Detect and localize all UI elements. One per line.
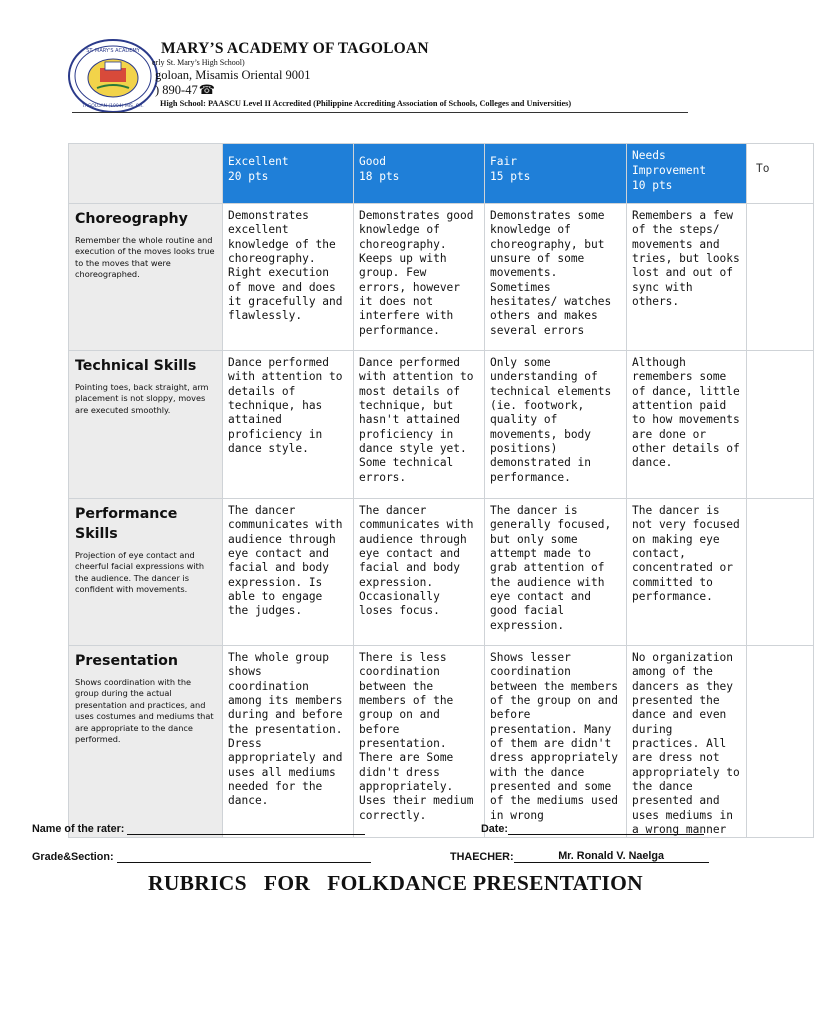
level-points: 20 pts [228, 170, 269, 183]
descriptor-good: Dance performed with attention to most details of technique, but hasn't attained proficiency in dance style yet. Some technical errors. [354, 351, 485, 499]
rubric-row-choreography [69, 204, 814, 351]
criterion-title: Presentation [75, 653, 179, 669]
criterion-title: Performance Skills [75, 506, 178, 542]
descriptor-excellent: Dance performed with attention to details of technique, has attained proficiency in dance style. [223, 351, 354, 499]
descriptor-excellent: The dancer communicates with audience through eye contact and facial and body expression. Is able to engage the judges. [223, 499, 354, 646]
total-score-cell[interactable] [747, 204, 814, 351]
letterhead-divider [72, 112, 688, 113]
level-points: 18 pts [359, 170, 400, 183]
teacher-label: THAECHER: [450, 851, 514, 863]
grade-section-field[interactable] [117, 850, 371, 863]
header-needs-improvement [627, 144, 747, 204]
rater-name-field[interactable] [127, 822, 365, 835]
header-blank-cell [69, 144, 223, 204]
grade-section-line [32, 850, 371, 863]
descriptor-excellent: Demonstrates excellent knowledge of the choreography. Right execution of move and does it gracefully and flawlessly. [223, 204, 354, 351]
criterion-title: Choreography [75, 211, 188, 227]
level-label: Fair [490, 155, 517, 168]
descriptor-good: There is less coordination between the members of the group on and before presentation. There are Some didn't dress appropriately. Uses their medium correctly. [354, 646, 485, 838]
teacher-name-field [514, 850, 709, 863]
level-label: Good [359, 155, 386, 168]
svg-text:ST. MARY'S ACADEMY: ST. MARY'S ACADEMY [86, 48, 140, 54]
header-excellent [223, 144, 354, 204]
rubric-row-technical-skills [69, 351, 814, 499]
rubric-row-presentation [69, 646, 814, 838]
criterion-cell [69, 499, 223, 646]
school-former-name: erly St. Mary’s High School) [152, 58, 245, 67]
criterion-description: Pointing toes, back straight, arm placement is not sloppy, moves are executed smoothly. [75, 382, 209, 415]
level-points: 15 pts [490, 170, 531, 183]
date-line [481, 822, 704, 835]
school-seal [67, 38, 159, 114]
criterion-cell [69, 204, 223, 351]
level-label: Needs Improvement [632, 149, 707, 177]
rater-name-line [32, 822, 365, 835]
rubric-table [68, 143, 814, 838]
criterion-title: Technical Skills [75, 358, 197, 374]
descriptor-excellent: The whole group shows coordination among its members during and before the presentation. Dress appropriately and uses all mediums needed for the dance. [223, 646, 354, 838]
school-name: MARY’S ACADEMY OF TAGOLOAN [161, 40, 429, 57]
rubric-header-row [69, 144, 814, 204]
header-good [354, 144, 485, 204]
level-points: 10 pts [632, 179, 673, 192]
descriptor-good: Demonstrates good knowledge of choreography. Keeps up with group. Few errors, however it does not interfere with performance. [354, 204, 485, 351]
teacher-line [450, 850, 709, 863]
svg-text:TAGOLOAN (1904) MIS. OR.: TAGOLOAN (1904) MIS. OR. [82, 104, 144, 109]
teacher-name: Mr. Ronald V. Naelga [558, 850, 664, 862]
descriptor-needs-improvement: The dancer is not very focused on making eye contact, concentrated or committed to performance. [627, 499, 747, 646]
criterion-cell [69, 351, 223, 499]
header-fair [485, 144, 627, 204]
telephone-icon: ☎ [198, 82, 215, 97]
criterion-description: Remember the whole routine and execution of the moves looks true to the moves that were choreographed. [75, 235, 215, 280]
phone-number: ) 890-47 [155, 83, 198, 97]
date-label: Date: [481, 823, 508, 835]
rater-name-label: Name of the rater: [32, 823, 125, 835]
total-score-cell[interactable] [747, 351, 814, 499]
descriptor-needs-improvement: Although remembers some of dance, little attention paid to how movements are done or other details of dance. [627, 351, 747, 499]
grade-section-label: Grade&Section: [32, 851, 114, 863]
criterion-cell [69, 646, 223, 838]
level-label: Excellent [228, 155, 289, 168]
header-total: To [747, 144, 814, 204]
descriptor-fair: The dancer is generally focused, but only some attempt made to grab attention of the audience with eye contact and good facial expression. [485, 499, 627, 646]
school-phone [155, 82, 215, 98]
descriptor-needs-improvement: Remembers a few of the steps/ movements and tries, but looks lost and out of sync with others. [627, 204, 747, 351]
descriptor-good: The dancer communicates with audience through eye contact and facial and body expression. Occasionally loses focus. [354, 499, 485, 646]
descriptor-fair: Demonstrates some knowledge of choreography, but unsure of some movements. Sometimes hesitates/ watches others and makes several errors [485, 204, 627, 351]
school-accreditation: High School: PAASCU Level II Accredited (Philippine Accrediting Association of Schools, Colleges and Universities) [160, 99, 572, 108]
total-score-cell[interactable] [747, 646, 814, 838]
school-address: goloan, Misamis Oriental 9001 [155, 68, 311, 82]
document-title: RUBRICS FOR FOLKDANCE PRESENTATION [148, 871, 644, 895]
date-field[interactable] [508, 822, 704, 835]
descriptor-fair: Only some understanding of technical elements (ie. footwork, quality of movements, body positions) demonstrated in performance. [485, 351, 627, 499]
criterion-description: Shows coordination with the group during the actual presentation and practices, and uses costumes and mediums that are appropriate to the dance performed. [75, 677, 214, 745]
rubric-row-performance-skills [69, 499, 814, 646]
descriptor-fair: Shows lesser coordination between the members of the group on and before presentation. Many of them are didn't dress appropriately with the dance presented and some of the mediums used in wrong [485, 646, 627, 838]
criterion-description: Projection of eye contact and cheerful facial expressions with the audience. The dancer is confident with movements. [75, 550, 205, 595]
descriptor-needs-improvement: No organization among of the dancers as they presented the dance and even during practices. All are dress not appropriately to the dance presented and uses mediums in a wrong manner [627, 646, 747, 838]
total-score-cell[interactable] [747, 499, 814, 646]
